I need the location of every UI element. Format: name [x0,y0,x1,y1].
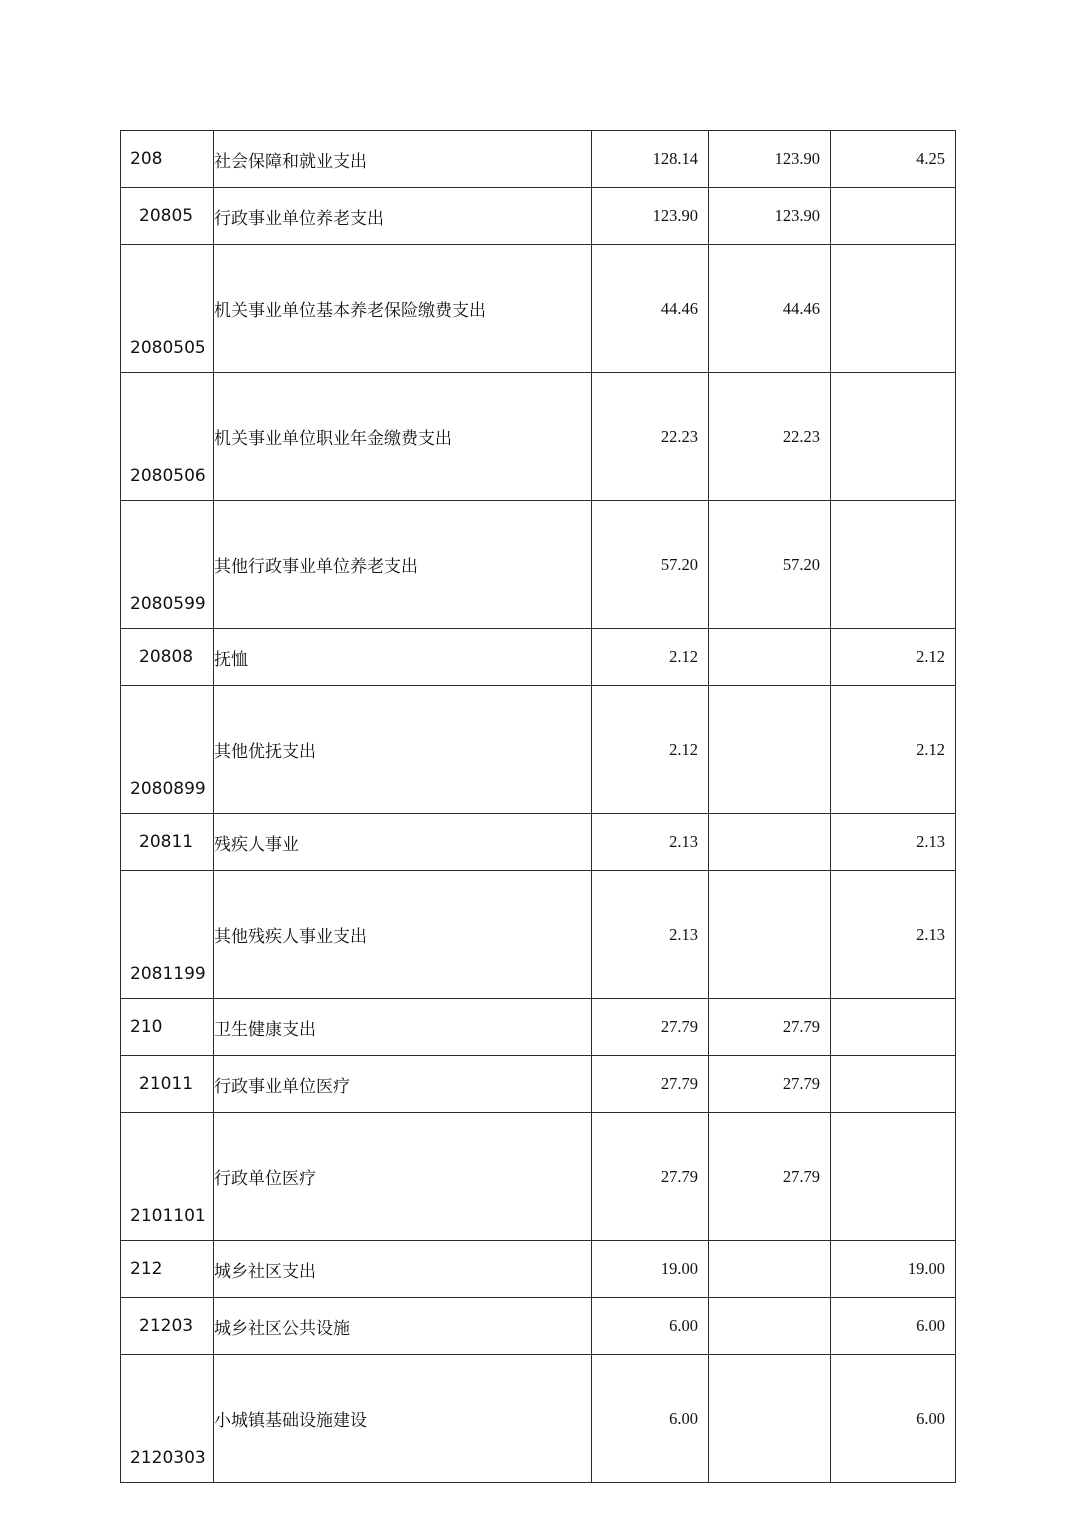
basic-cell: 22.23 [709,373,831,501]
basic-cell [709,686,831,814]
project-cell: 2.13 [831,871,956,999]
table-row [121,1355,956,1483]
project-cell [831,1113,956,1241]
table-row [121,871,956,999]
name-cell: 行政事业单位医疗 [214,1056,592,1113]
table-row [121,999,956,1056]
basic-cell: 123.90 [709,188,831,245]
code-cell: 20808 [121,629,214,686]
total-cell: 2.13 [592,814,709,871]
table-body [121,131,956,1483]
total-cell: 27.79 [592,999,709,1056]
code-cell: 2080899 [121,686,214,814]
table-row [121,1298,956,1355]
code-cell: 2101101 [121,1113,214,1241]
basic-cell: 27.79 [709,999,831,1056]
project-cell: 2.13 [831,814,956,871]
total-cell: 57.20 [592,501,709,629]
total-cell: 2.12 [592,686,709,814]
basic-cell [709,814,831,871]
code-cell: 2081199 [121,871,214,999]
code-cell: 2120303 [121,1355,214,1483]
total-cell: 128.14 [592,131,709,188]
code-cell: 20805 [121,188,214,245]
total-cell: 123.90 [592,188,709,245]
name-cell: 其他优抚支出 [214,686,592,814]
code-cell: 21203 [121,1298,214,1355]
project-cell [831,245,956,373]
code-cell: 20811 [121,814,214,871]
total-cell: 6.00 [592,1355,709,1483]
project-cell: 6.00 [831,1298,956,1355]
name-cell: 机关事业单位基本养老保险缴费支出 [214,245,592,373]
name-cell: 社会保障和就业支出 [214,131,592,188]
project-cell [831,188,956,245]
table-row [121,1241,956,1298]
project-cell [831,501,956,629]
name-cell: 机关事业单位职业年金缴费支出 [214,373,592,501]
project-cell: 19.00 [831,1241,956,1298]
project-cell [831,999,956,1056]
total-cell: 44.46 [592,245,709,373]
project-cell: 4.25 [831,131,956,188]
expenditure-table [120,130,956,1483]
code-cell: 21011 [121,1056,214,1113]
table-row [121,1113,956,1241]
table-row [121,814,956,871]
basic-cell [709,871,831,999]
basic-cell [709,629,831,686]
name-cell: 卫生健康支出 [214,999,592,1056]
project-cell: 6.00 [831,1355,956,1483]
project-cell [831,1056,956,1113]
project-cell: 2.12 [831,629,956,686]
name-cell: 城乡社区支出 [214,1241,592,1298]
basic-cell: 44.46 [709,245,831,373]
code-cell: 208 [121,131,214,188]
basic-cell: 57.20 [709,501,831,629]
table-row [121,245,956,373]
name-cell: 其他行政事业单位养老支出 [214,501,592,629]
name-cell: 行政单位医疗 [214,1113,592,1241]
basic-cell: 27.79 [709,1113,831,1241]
basic-cell [709,1355,831,1483]
name-cell: 抚恤 [214,629,592,686]
basic-cell: 123.90 [709,131,831,188]
code-cell: 212 [121,1241,214,1298]
table-row [121,1056,956,1113]
table-row [121,373,956,501]
table-row [121,501,956,629]
total-cell: 19.00 [592,1241,709,1298]
name-cell: 城乡社区公共设施 [214,1298,592,1355]
table-row [121,629,956,686]
code-cell: 210 [121,999,214,1056]
project-cell [831,373,956,501]
basic-cell [709,1241,831,1298]
total-cell: 27.79 [592,1113,709,1241]
table-row [121,686,956,814]
total-cell: 6.00 [592,1298,709,1355]
name-cell: 残疾人事业 [214,814,592,871]
table-row [121,131,956,188]
code-cell: 2080506 [121,373,214,501]
total-cell: 2.13 [592,871,709,999]
name-cell: 行政事业单位养老支出 [214,188,592,245]
name-cell: 小城镇基础设施建设 [214,1355,592,1483]
code-cell: 2080505 [121,245,214,373]
basic-cell: 27.79 [709,1056,831,1113]
project-cell: 2.12 [831,686,956,814]
code-cell: 2080599 [121,501,214,629]
total-cell: 22.23 [592,373,709,501]
basic-cell [709,1298,831,1355]
name-cell: 其他残疾人事业支出 [214,871,592,999]
total-cell: 2.12 [592,629,709,686]
total-cell: 27.79 [592,1056,709,1113]
table-row [121,188,956,245]
